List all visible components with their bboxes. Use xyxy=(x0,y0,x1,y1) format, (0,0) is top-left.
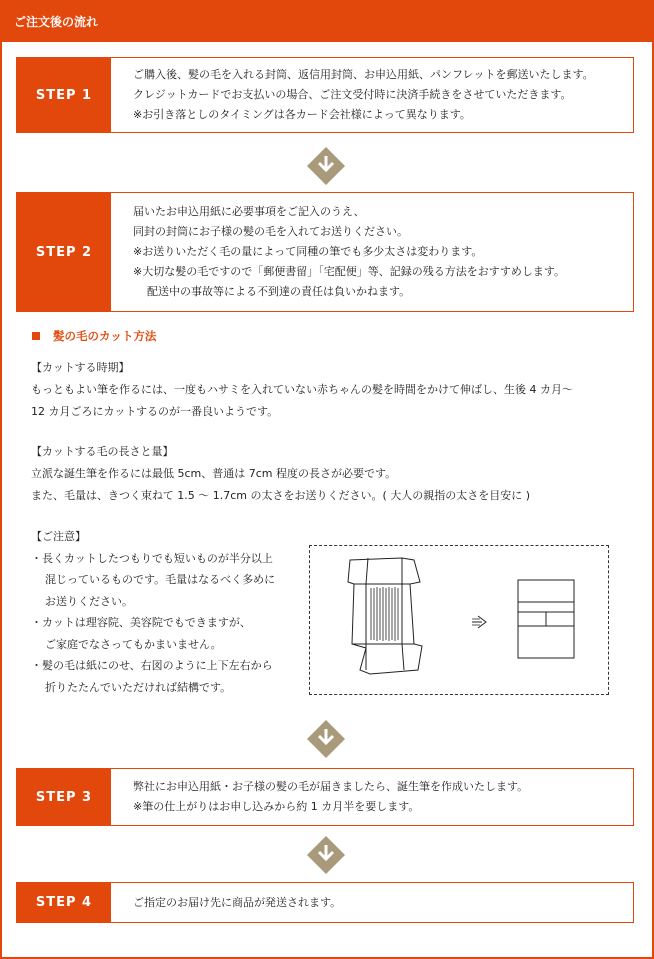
step-2-line: ※お送りいただく毛の量によって同種の筆でも多少太さは変わります。 xyxy=(133,245,483,258)
step-2 xyxy=(16,192,634,312)
note-item-cont: ご家庭でなさってもかまいません。 xyxy=(45,637,222,651)
cut-timing-title: 【カットする時期】 xyxy=(31,361,130,374)
down-arrow-icon xyxy=(306,719,346,759)
cut-timing xyxy=(31,357,573,423)
down-arrow-icon xyxy=(306,835,346,875)
cut-length-title: 【カットする毛の長さと量】 xyxy=(31,445,174,458)
note-item-cont: お送りください。 xyxy=(45,594,133,608)
cut-section-heading xyxy=(32,328,156,344)
step-2-label: STEP 2 xyxy=(17,193,111,311)
cut-length-line: また、毛量は、きつく束ねて 1.5 〜 1.7cm の太さをお送りください。( 大人の親指の太さを目安に ) xyxy=(31,489,531,502)
note-item-cont: 折りたたんでいただければ結構です。 xyxy=(45,680,232,694)
down-arrow-icon xyxy=(306,146,346,186)
folding-illustration xyxy=(309,545,609,695)
step-4 xyxy=(16,882,634,923)
note-item-cont: 混じっているものです。毛量はなるべく多めに xyxy=(45,573,276,586)
square-bullet-icon xyxy=(32,332,40,340)
step-3-line: ※筆の仕上がりはお申し込みから約 1 カ月半を要します。 xyxy=(133,800,420,813)
step-2-line: ※大切な髪の毛ですので「郵便書留」「宅配便」等、記録の残る方法をおすすめします。 xyxy=(133,265,565,278)
step-1-label: STEP 1 xyxy=(17,58,111,132)
step-3-body xyxy=(111,769,633,825)
step-4-label: STEP 4 xyxy=(17,883,111,922)
step-4-body xyxy=(111,883,633,922)
step-2-body xyxy=(111,193,633,311)
note-item: ・長くカットしたつもりでも短いものが半分以上 xyxy=(31,551,273,565)
step-3-label: STEP 3 xyxy=(17,769,111,825)
step-1-line: ご購入後、髪の毛を入れる封筒、返信用封筒、お申込用紙、パンフレットを郵送いたします。 xyxy=(133,68,594,81)
cut-timing-line: 12 カ月ごろにカットするのが一番良いようです。 xyxy=(31,405,279,418)
step-3-line: 弊社にお申込用紙・お子様の髪の毛が届きましたら、誕生筆を作成いたします。 xyxy=(133,780,529,793)
step-1-line: ※お引き落としのタイミングは各カード会社様によって異なります。 xyxy=(133,108,471,121)
cut-length-line: 立派な誕生筆を作るには最低 5cm、普通は 7cm 程度の長さが必要です。 xyxy=(31,467,397,480)
step-3 xyxy=(16,768,634,826)
note-item: ・髪の毛は紙にのせ、右図のように上下左右から xyxy=(31,659,273,672)
cut-section-title: 髪の毛のカット方法 xyxy=(53,329,157,343)
cut-timing-line: もっともよい筆を作るには、一度もハサミを入れていない赤ちゃんの髪を時間をかけて伸ばし、生後 4 カ月〜 xyxy=(31,383,573,396)
folding-diagram xyxy=(310,546,608,694)
step-2-line: 同封の封筒にお子様の髪の毛を入れてお送りください。 xyxy=(133,225,408,238)
step-2-line: 配送中の事故等による不到達の責任は負いかねます。 xyxy=(147,285,411,298)
step-1-body xyxy=(111,58,633,132)
step-1-line: クレジットカードでお支払いの場合、ご注文受付時に決済手続きをさせていただきます。 xyxy=(133,88,572,101)
step-4-line: ご指定のお届け先に商品が発送されます。 xyxy=(133,895,342,909)
cut-notes xyxy=(31,526,275,698)
cut-notes-title: 【ご注意】 xyxy=(31,530,86,543)
step-2-line: 届いたお申込用紙に必要事項をご記入のうえ、 xyxy=(133,205,365,218)
step-1 xyxy=(16,57,634,133)
cut-length xyxy=(31,441,530,507)
page-title: ご注文後の流れ xyxy=(2,2,652,42)
note-item: ・カットは理容院、美容院でもできますが、 xyxy=(31,616,251,629)
